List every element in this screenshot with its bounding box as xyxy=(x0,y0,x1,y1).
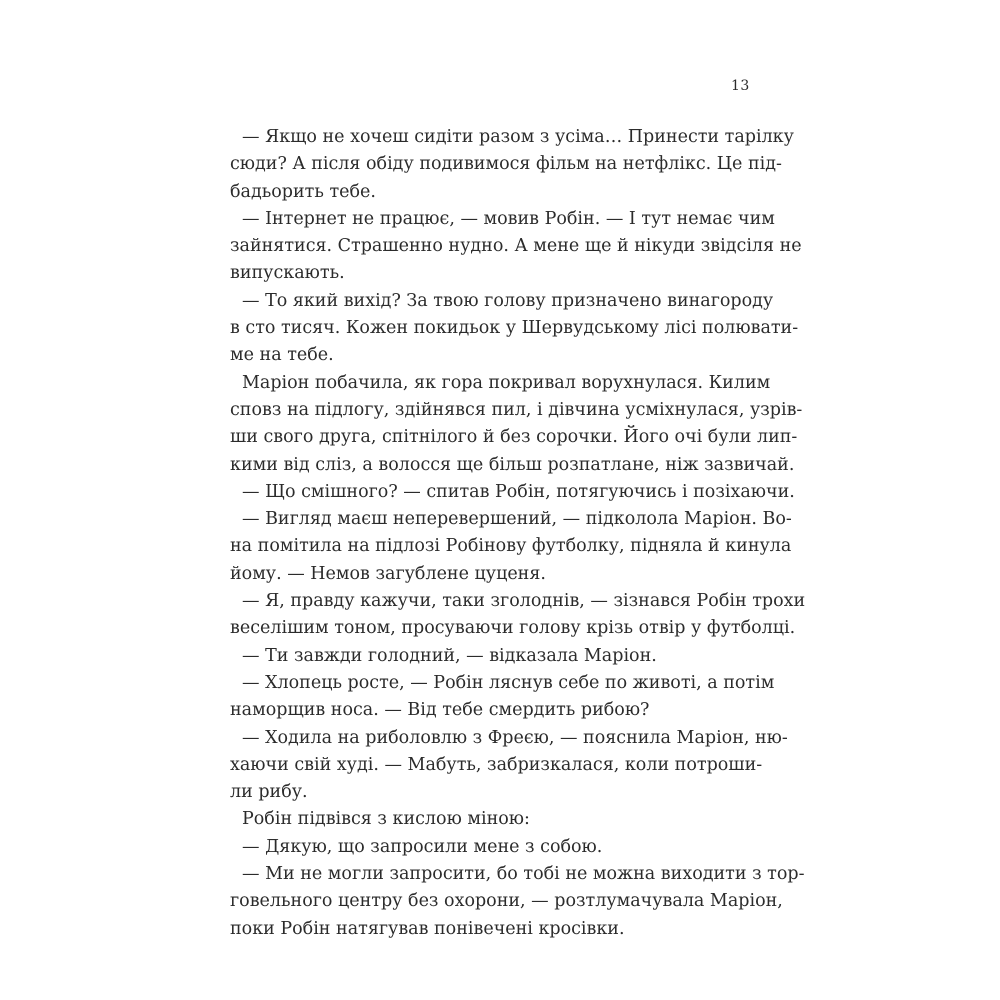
text-line: — Хлопець росте, — Робін ляснув себе по животі, а потім xyxy=(242,672,775,693)
text-line: наморщив носа. — Від тебе смердить рибою? xyxy=(230,700,650,721)
text-line: зайнятися. Страшенно нудно. А мене ще й нікуди звідсіля не xyxy=(230,236,802,257)
text-line: в сто тисяч. Кожен покидьок у Шервудському лісі полювати- xyxy=(230,318,799,339)
text-line: — То який вихід? За твою голову призначено винагороду xyxy=(242,290,774,311)
text-line: кими від сліз, а волосся ще більш розпатлане, ніж зазвичай. xyxy=(230,454,795,475)
text-line: бадьорить тебе. xyxy=(230,181,376,202)
text-line: — Ми не могли запросити, бо тобі не можна виходити з тор- xyxy=(242,864,805,885)
text-line: говельного центру без охорони, — розтлумачувала Маріон, xyxy=(230,891,783,912)
text-line: ли рибу. xyxy=(230,782,308,803)
text-line: сповз на підлогу, здійнявся пил, і дівчина усміхнулася, узрів- xyxy=(230,399,803,420)
text-line: ме на тебе. xyxy=(230,345,334,366)
text-line: — Дякую, що запросили мене з собою. xyxy=(242,836,603,857)
text-line: — Інтернет не працює, — мовив Робін. — І тут немає чим xyxy=(242,208,775,229)
text-line: — Я, правду кажучи, таки зголоднів, — зізнався Робін трохи xyxy=(242,591,806,612)
text-line: на помітила на підлозі Робінову футболку, підняла й кинула xyxy=(230,536,792,557)
page-number: 13 xyxy=(731,78,750,94)
text-line: Робін підвівся з кислою міною: xyxy=(242,809,530,830)
text-line: — Ходила на риболовлю з Фреєю, — пояснила Маріон, ню- xyxy=(242,727,788,748)
text-line: — Що смішного? — спитав Робін, потягуючись і позіхаючи. xyxy=(242,481,795,502)
text-line: хаючи свій худі. — Мабуть, забризкалася, коли потроши- xyxy=(230,754,763,775)
text-line: — Ти завжди голодний, — відказала Маріон. xyxy=(242,645,657,666)
text-line: сюди? А після обіду подивимося фільм на нетфлікс. Це під- xyxy=(230,154,782,175)
text-line: — Якщо не хочеш сидіти разом з усіма… Принести тарілку xyxy=(242,127,794,147)
page-text xyxy=(230,124,806,943)
text-line: поки Робін натягував понівечені кросівки. xyxy=(230,918,625,939)
text-line: — Вигляд маєш неперевершений, — підколола Маріон. Во- xyxy=(242,509,792,530)
text-line: ши свого друга, спітнілого й без сорочки. Його очі були лип- xyxy=(230,427,798,448)
text-line: веселішим тоном, просуваючи голову крізь отвір у футболці. xyxy=(230,618,796,639)
text-line: йому. — Немов загублене цуценя. xyxy=(230,563,546,584)
text-line: Маріон побачила, як гора покривал ворухнулася. Килим xyxy=(242,372,771,393)
text-line: випускають. xyxy=(230,263,345,284)
